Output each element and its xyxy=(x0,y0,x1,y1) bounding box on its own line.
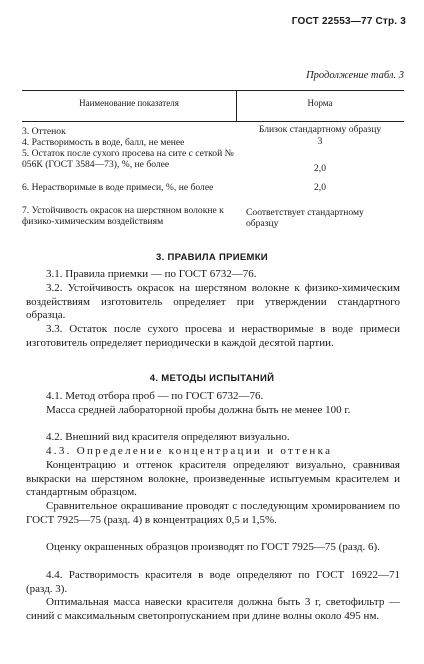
table-row-name: 3. Оттенок xyxy=(22,126,66,137)
paragraph: 4.2. Внешний вид красителя определяют визуально. xyxy=(46,431,290,443)
table-row-name: 7. Устойчивость окрасок на шерстяном волокне к физико-химическим воздействиям xyxy=(22,205,224,227)
table-continuation-caption: Продолжение табл. 3 xyxy=(306,70,404,81)
table-row-name: 5. Остаток после сухого просева на сите с сеткой № 056К (ГОСТ 3584—73), %, не более xyxy=(22,148,234,170)
section-title: 3. ПРАВИЛА ПРИЕМКИ xyxy=(156,252,268,263)
page-header: ГОСТ 22553—77 Стр. 3 xyxy=(291,16,406,27)
table-row-norm: Соответствует стандартному образцу xyxy=(246,207,364,229)
table-header-indicator: Наименование показателя xyxy=(79,98,179,108)
table-row-norm: 2,0 xyxy=(314,163,326,174)
paragraph: Масса средней лабораторной пробы должна быть не менее 100 г. xyxy=(46,404,351,416)
paragraph: Сравнительное окрашивание проводят с последующим хромированием по ГОСТ 7925—75 (разд. 4) в концентрациях 0,5 и 1,5%. xyxy=(26,500,400,526)
paragraph: 3.1. Правила приемки — по ГОСТ 6732—76. xyxy=(46,268,257,280)
table-row-norm: 3 xyxy=(317,136,323,147)
section-title: 4. МЕТОДЫ ИСПЫТАНИЙ xyxy=(149,373,275,384)
paragraph: 3.2. Устойчивость окрасок на шерстяном волокне к физико-химическим воздействиям изготовитель определяет при утверждении стандартного образца. xyxy=(26,282,400,322)
paragraph: Концентрацию и оттенок красителя определяют визуально, сравнивая выкраски на шерстяном волокне, произведенные испытуемым красителем и стандартным образцом. xyxy=(26,459,400,499)
table-header-norm: Норма xyxy=(307,98,333,108)
subsection-heading: 4.3. Определение концентрации и оттенка xyxy=(46,445,333,457)
table-row-norm: 2,0 xyxy=(314,182,326,193)
table-row-norm: Близок стандартному образцу xyxy=(258,124,382,135)
paragraph: Оптимальная масса навески красителя должна быть 3 г, светофильтр — синий с максимальным светопропусканием при длине волны около 495 нм. xyxy=(26,596,400,622)
paragraph: Оценку окрашенных образцов производят по ГОСТ 7925—75 (разд. 6). xyxy=(46,541,380,553)
table-row-name: 6. Нерастворимые в воде примеси, %, не более xyxy=(22,182,214,193)
paragraph: 3.3. Остаток после сухого просева и нерастворимые в воде примеси изготовитель определяет периодически в каждой десятой партии. xyxy=(26,323,400,349)
table-row-name: 4. Растворимость в воде, балл, не менее xyxy=(22,137,185,148)
paragraph: 4.1. Метод отбора проб — по ГОСТ 6732—76. xyxy=(46,390,264,402)
paragraph: 4.4. Растворимость красителя в воде определяют по ГОСТ 16922—71 (разд. 3). xyxy=(26,569,400,595)
